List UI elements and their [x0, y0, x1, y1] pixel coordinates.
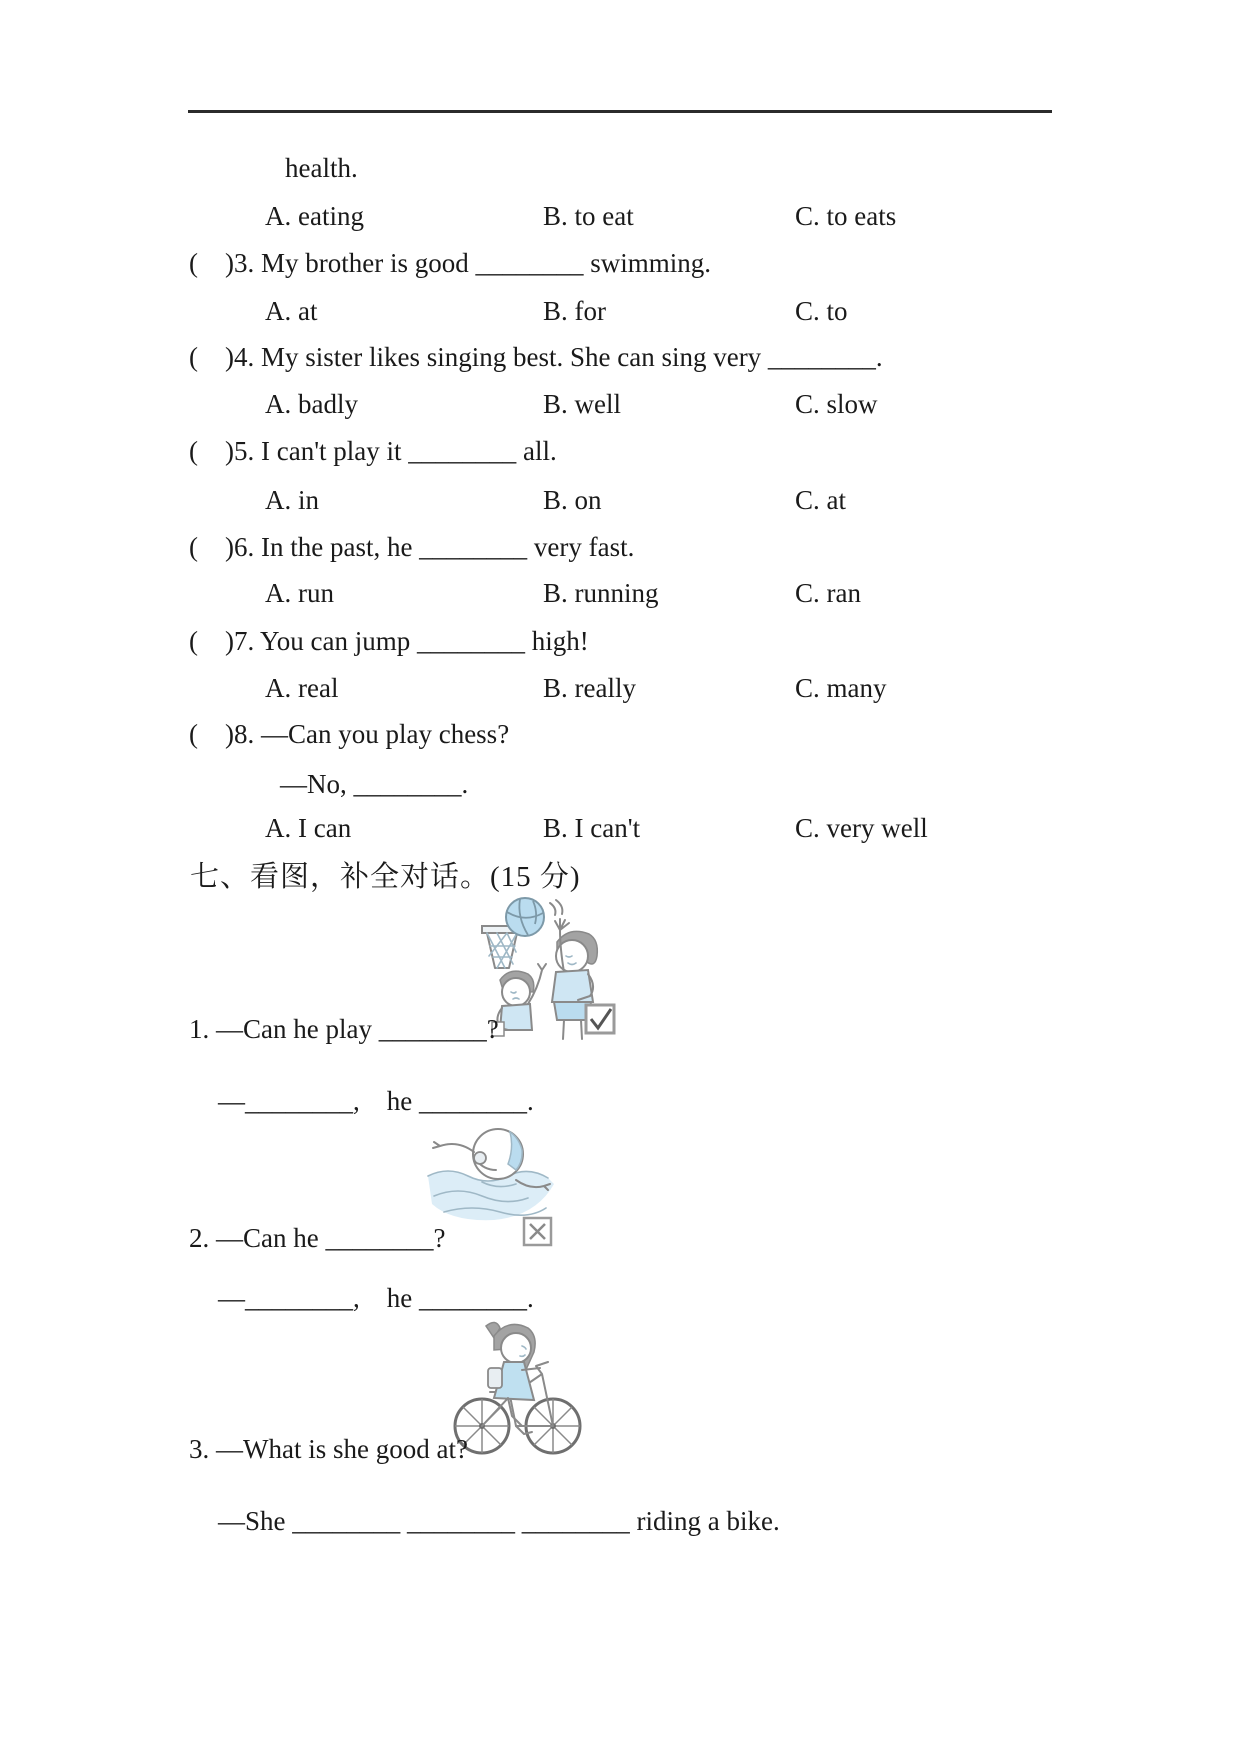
backpack-icon	[488, 1368, 502, 1388]
carryover-text: health.	[285, 153, 358, 183]
dialogue-2-question: 2. —Can he ________?	[189, 1223, 446, 1253]
option-a: A. badly	[265, 389, 358, 419]
question-6: ( )6. In the past, he ________ very fast.	[189, 532, 635, 562]
option-c: C. to eats	[795, 201, 897, 231]
option-a: A. eating	[265, 201, 364, 231]
option-c: C. to	[795, 296, 848, 326]
dialogue-3-answer: —She ________ ________ ________ riding a bike.	[218, 1506, 780, 1536]
question-8-answer-line: —No, ________.	[280, 769, 469, 799]
option-a: A. in	[265, 485, 319, 515]
option-b: B. for	[543, 296, 606, 326]
basketball-icon	[506, 898, 544, 936]
option-a: A. real	[265, 673, 339, 703]
option-b: B. well	[543, 389, 621, 419]
option-row-q8	[0, 811, 1241, 981]
dialogue-2-answer: —________, he ________.	[218, 1283, 534, 1313]
option-c: C. many	[795, 673, 887, 703]
option-c: C. ran	[795, 578, 861, 608]
question-4: ( )4. My sister likes singing best. She can sing very ________.	[189, 342, 883, 372]
option-b: B. to eat	[543, 201, 634, 231]
option-b: B. I can't	[543, 813, 641, 843]
option-b: B. running	[543, 578, 659, 608]
question-8: ( )8. —Can you play chess?	[189, 719, 510, 749]
question-7: ( )7. You can jump ________ high!	[189, 626, 589, 656]
option-b: B. on	[543, 485, 602, 515]
option-a: A. I can	[265, 813, 352, 843]
page-top-divider	[188, 110, 1052, 113]
option-a: A. run	[265, 578, 334, 608]
goggles-icon	[474, 1152, 486, 1164]
dialogue-1-answer: —________, he ________.	[218, 1086, 534, 1116]
question-3: ( )3. My brother is good ________ swimming.	[189, 248, 711, 278]
dialogue-1-question: 1. —Can he play ________?	[189, 1014, 499, 1044]
option-b: B. really	[543, 673, 636, 703]
option-c: C. at	[795, 485, 846, 515]
dialogue-3-question: 3. —What is she good at?	[189, 1434, 468, 1464]
option-c: C. slow	[795, 389, 878, 419]
motion-lines-icon	[550, 900, 562, 915]
section-heading: 七、看图，补全对话。(15 分)	[190, 861, 581, 893]
option-a: A. at	[265, 296, 318, 326]
option-c: C. very well	[795, 813, 928, 843]
question-5: ( )5. I can't play it ________ all.	[189, 436, 557, 466]
